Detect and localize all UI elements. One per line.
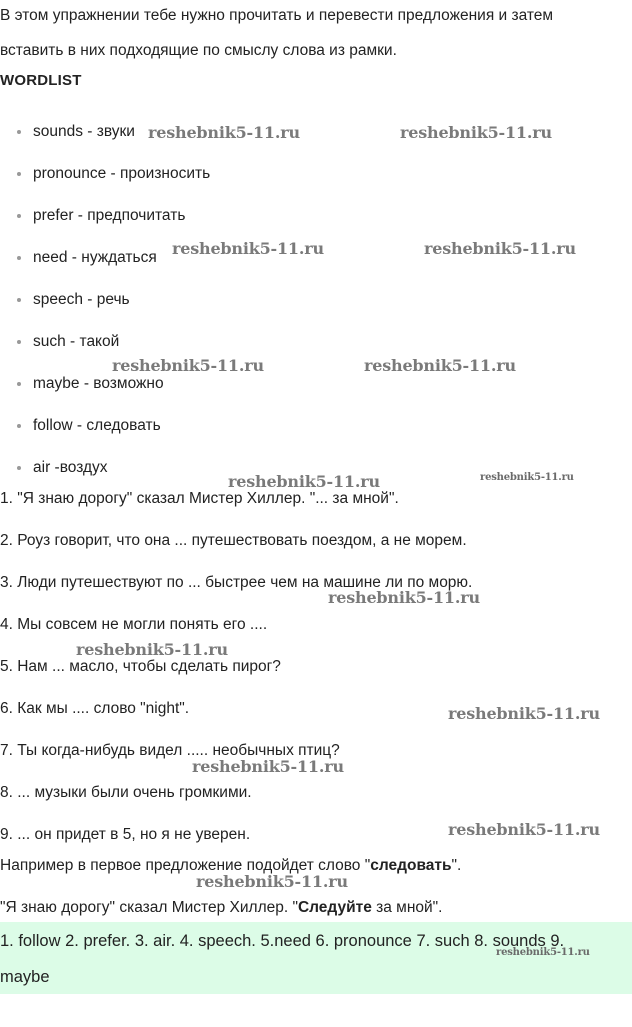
- watermark: reshebnik5-11.ru: [148, 123, 300, 142]
- wordlist-item-text: air -воздух: [33, 459, 108, 476]
- bullet-icon: [17, 382, 21, 386]
- wordlist-item-text: prefer - предпочитать: [33, 207, 186, 224]
- watermark: reshebnik5-11.ru: [76, 640, 228, 659]
- wordlist-item-text: sounds - звуки: [33, 123, 135, 140]
- exercise-sentence: 4. Мы совсем не могли понять его ....: [0, 616, 268, 633]
- bullet-icon: [17, 130, 21, 134]
- example-text: ".: [451, 857, 462, 874]
- exercise-sentence: 7. Ты когда-нибудь видел ..... необычных птиц?: [0, 742, 340, 759]
- intro-text-line-1: В этом упражнении тебе нужно прочитать и перевести предложения и затем: [0, 7, 554, 24]
- wordlist-heading: WORDLIST: [0, 72, 82, 89]
- wordlist-item-text: maybe - возможно: [33, 375, 164, 392]
- answer-line-1: 1. follow 2. prefer. 3. air. 4. speech. 5.need 6. pronounce 7. such 8. sounds 9.: [0, 932, 565, 950]
- watermark: reshebnik5-11.ru: [172, 239, 324, 258]
- example-text: Например в первое предложение подойдет слово ": [0, 857, 371, 874]
- bullet-icon: [17, 340, 21, 344]
- watermark: reshebnik5-11.ru: [448, 704, 600, 723]
- watermark: reshebnik5-11.ru: [328, 588, 480, 607]
- exercise-sentence: 9. ... он придет в 5, но я не уверен.: [0, 826, 251, 843]
- answer-box: [0, 922, 632, 994]
- bullet-icon: [17, 256, 21, 260]
- watermark: reshebnik5-11.ru: [228, 472, 380, 491]
- watermark: reshebnik5-11.ru: [400, 123, 552, 142]
- watermark: reshebnik5-11.ru: [496, 947, 590, 958]
- wordlist-item-text: need - нуждаться: [33, 249, 157, 266]
- exercise-sentence: 6. Как мы .... слово "night".: [0, 700, 190, 717]
- bullet-icon: [17, 466, 21, 470]
- watermark: reshebnik5-11.ru: [448, 820, 600, 839]
- answer-line-2: maybe: [0, 968, 50, 986]
- wordlist-item-text: speech - речь: [33, 291, 130, 308]
- bullet-icon: [17, 424, 21, 428]
- intro-text-line-2: вставить в них подходящие по смыслу слова из рамки.: [0, 42, 397, 59]
- exercise-sentence: 2. Роуз говорит, что она ... путешествовать поездом, а не морем.: [0, 532, 467, 549]
- example-highlight-word: следовать: [370, 857, 452, 874]
- watermark: reshebnik5-11.ru: [424, 239, 576, 258]
- example-line-2: [0, 898, 442, 918]
- exercise-sentence: 8. ... музыки были очень громкими.: [0, 784, 252, 801]
- example-highlight-word: Следуйте: [297, 899, 372, 916]
- exercise-sentence: 3. Люди путешествуют по ... быстрее чем на машине ли по морю.: [0, 574, 473, 591]
- bullet-icon: [17, 298, 21, 302]
- watermark: reshebnik5-11.ru: [480, 472, 574, 483]
- watermark: reshebnik5-11.ru: [112, 356, 264, 375]
- watermark: reshebnik5-11.ru: [196, 872, 348, 891]
- exercise-sentence: 5. Нам ... масло, чтобы сделать пирог?: [0, 658, 281, 675]
- wordlist-item-text: such - такой: [33, 333, 120, 350]
- watermark: reshebnik5-11.ru: [192, 757, 344, 776]
- exercise-sentence: 1. "Я знаю дорогу" сказал Мистер Хиллер. "... за мной".: [0, 490, 399, 507]
- wordlist-item-text: pronounce - произносить: [33, 165, 211, 182]
- wordlist-item-text: follow - следовать: [33, 417, 161, 434]
- bullet-icon: [17, 172, 21, 176]
- example-text: "Я знаю дорогу" сказал Мистер Хиллер. ": [0, 899, 298, 916]
- watermark: reshebnik5-11.ru: [364, 356, 516, 375]
- bullet-icon: [17, 214, 21, 218]
- example-text: за мной".: [371, 899, 443, 916]
